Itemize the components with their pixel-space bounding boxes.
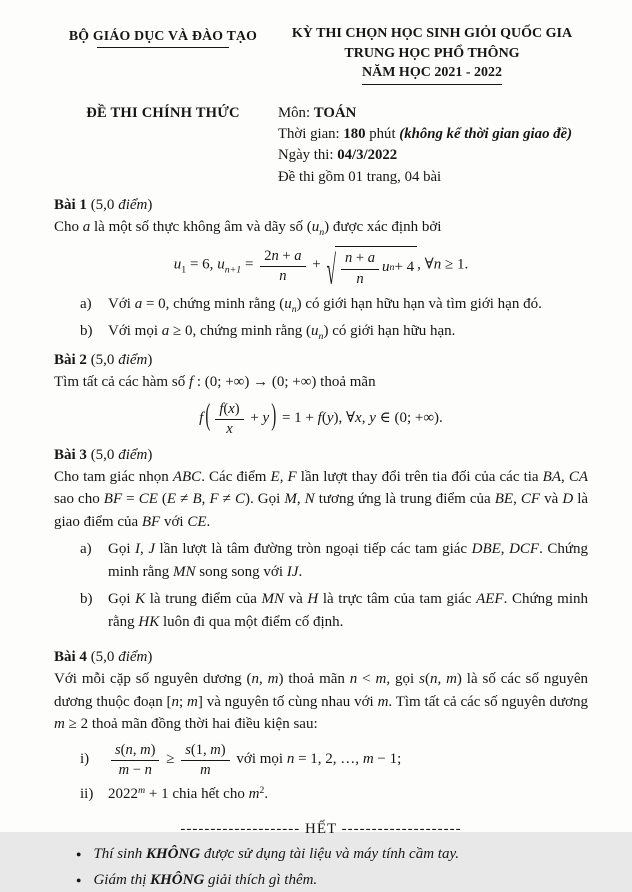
problem-2-intro: Tìm tất cả các hàm số f : (0; +∞) → (0; +∞) thoả mãn [54,373,376,390]
part-text: $2022^m + 1$ chia hết cho $m^2$. [108,784,269,802]
exam-title-line-3: NĂM HỌC 2021 - 2022 [276,63,588,85]
page-count-line: Đề thi gồm 01 trang, 04 bài [278,168,442,185]
problem-3-parts [54,538,588,633]
exam-rules [54,844,588,892]
problem-2-formula: f ( $\frac{f(x)}{x}$ + y ) = 1 + f(y), ∀x, y ∈ (0; +∞). [199,400,443,438]
part-label: b) [80,323,93,340]
part-label: a) [80,295,92,312]
problem-4-condition-ii [54,783,588,806]
rule-no-materials [54,844,588,866]
end-of-exam-divider: -------------------- HẾT -------------------- [180,821,462,838]
problem-2-heading: Bài 2 (5,0 điểm) [54,351,153,368]
ministry-block [54,24,272,48]
exam-info-block [278,103,572,188]
problem-2 [54,352,588,438]
duration-line: Thời gian: 180 phút (không kể thời gian giao đề) [278,126,573,143]
part-text: Gọi K là trung điểm của MN và H là trực tâm của tam giác AEF. Chứng minh rằng HK luôn đi qua một điểm cố định. [108,591,589,630]
problem-3-part-b [54,588,588,633]
problem-1 [54,197,588,343]
rule-text: ● Thí sinh KHÔNG được sử dụng tài liệu và máy tính cầm tay. [93,846,460,863]
problem-1-heading: Bài 1 (5,0 điểm) [54,196,153,213]
exam-title-block [276,24,588,85]
part-text: Gọi I, J lần lượt là tâm đường tròn ngoại tiếp các tam giác DBE, DCF. Chứng minh rằng MN song song với IJ. [108,541,589,580]
problem-1-formula: $u_1 = 6$, $u_{n+1}$ = $\frac{2n + a}{n}$ + √ $\frac{n + a}{n}$ u n + 4 , ∀n ≥ 1. [173,247,469,293]
problem-4 [54,649,588,805]
part-label: a) [80,541,92,558]
subject-line: Môn: TOÁN [278,104,357,121]
part-label: b) [80,591,93,608]
problem-3-heading: Bài 3 (5,0 điểm) [54,446,153,463]
problem-4-parts [54,741,588,806]
problem-3-part-a [54,538,588,583]
part-text: Với mọi a ≥ 0, chứng minh rằng $(u_n)$ có giới hạn hữu hạn. [108,323,456,343]
problem-4-intro: Với mỗi cặp số nguyên dương (n, m) thoả mãn n < m, gọi s(n, m) là số các số nguyên dương thuộc đoạn [n; m] và nguyên tố cùng nhau với m. Tìm tất cả các số nguyên dương m ≥ 2 thoả mãn đồng thời hai điều kiện sau: [54,671,589,733]
problem-4-heading: Bài 4 (5,0 điểm) [54,649,153,666]
part-text: $\frac{s(n, m)}{m - n}$ ≥ $\frac{s(1, m)}{m}$ với mọi n = 1, 2, …, m − 1; [108,741,401,778]
part-label: i) [80,751,90,767]
ministry-name: BỘ GIÁO DỤC VÀ ĐÀO TẠO [68,28,258,43]
page-header [54,24,588,85]
problem-1-part-b [54,320,588,343]
exam-title-line-1: KỲ THI CHỌN HỌC SINH GIỎI QUỐC GIA [291,26,573,41]
exam-meta [54,103,588,188]
problem-1-parts [54,293,588,343]
problem-3 [54,447,588,634]
problem-1-intro: Cho a là một số thực không âm và dãy số $(u_n)$ được xác định bởi [54,218,442,238]
part-label: ii) [80,785,94,802]
official-exam-label: ĐỀ THI CHÍNH THỨC [86,104,240,121]
ministry-underline [97,47,229,48]
exam-date-line: Ngày thi: 04/3/2022 [278,147,398,164]
exam-title-line-2: TRUNG HỌC PHỔ THÔNG [344,45,520,61]
problem-3-intro: Cho tam giác nhọn ABC. Các điểm E, F lần lượt thay đổi trên tia đối của các tia BA, CA sao cho BF = CE (E ≠ B, F ≠ C). Gọi M, N tương ứng là trung điểm của BE, CF và D là giao điểm của BF với CE. [54,468,589,530]
part-text: Với a = 0, chứng minh rằng $(u_n)$ có giới hạn hữu hạn và tìm giới hạn đó. [108,295,542,315]
rule-no-explanation [54,870,588,892]
problem-1-part-a [54,293,588,316]
rule-text: ● Giám thị KHÔNG giải thích gì thêm. [93,872,318,889]
problem-4-condition-i [54,741,588,778]
